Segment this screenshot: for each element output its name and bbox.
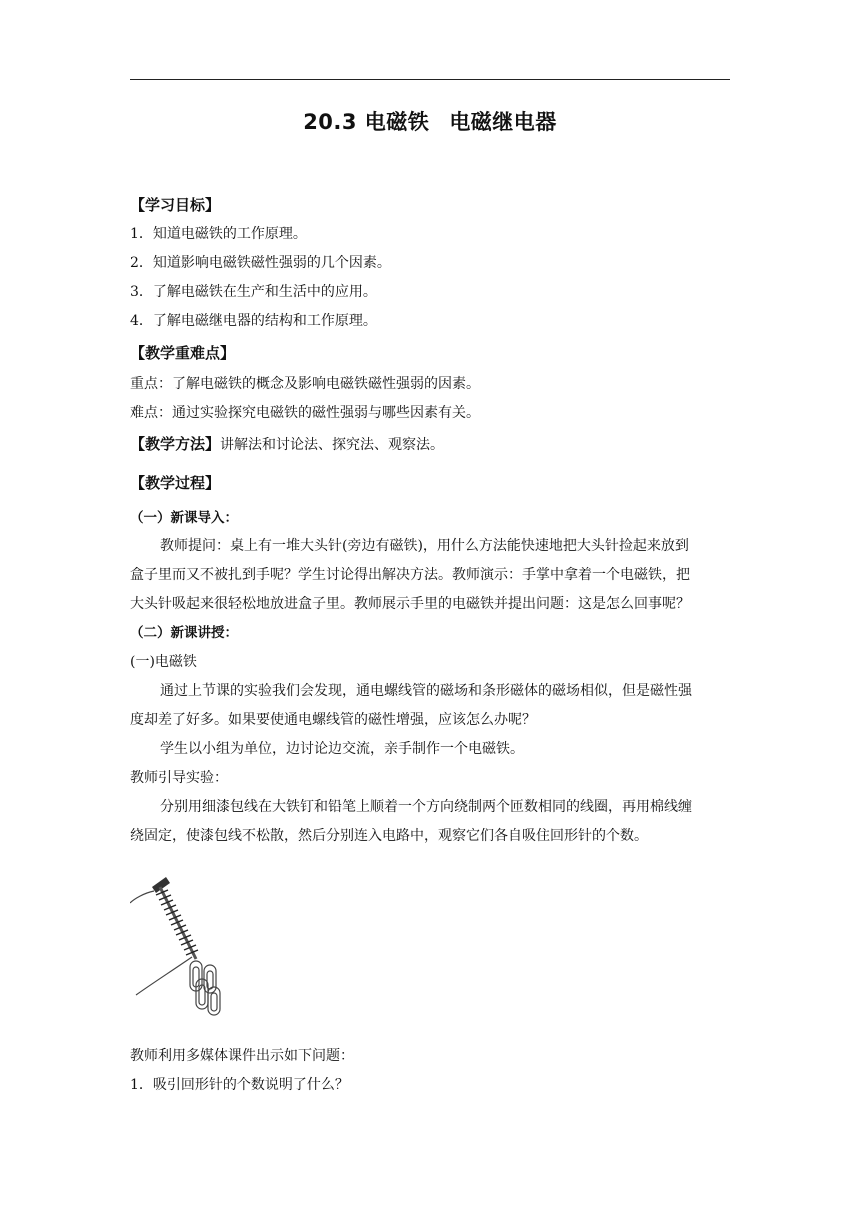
paragraph-line: 通过上节课的实验我们会发现，通电螺线管的磁场和条形磁体的磁场相似，但是磁性强 bbox=[160, 683, 692, 699]
objective-item: 2．知道影响电磁铁磁性强弱的几个因素。 bbox=[130, 255, 391, 271]
methods-heading: 【教学方法】 bbox=[130, 435, 221, 453]
lecture-heading: （二）新课讲授： bbox=[130, 625, 238, 641]
difficult-point: 难点：通过实验探究电磁铁的磁性强弱与哪些因素有关。 bbox=[130, 405, 480, 421]
objectives-heading: 【学习目标】 bbox=[130, 196, 221, 214]
teacher-guide: 教师引导实验： bbox=[130, 770, 228, 786]
intro-line: 教师提问：桌上有一堆大头针(旁边有磁铁)，用什么方法能快速地把大头针捡起来放到 bbox=[160, 538, 689, 554]
intro-line: 大头针吸起来很轻松地放进盒子里。教师展示手里的电磁铁并提出问题：这是怎么回事呢？ bbox=[130, 596, 690, 612]
methods-text: 讲解法和讨论法、探究法、观察法。 bbox=[220, 437, 445, 453]
electromagnet-figure bbox=[130, 857, 238, 1037]
paragraph-line: 绕固定，使漆包线不松散，然后分别连入电路中，观察它们各自吸住回形针的个数。 bbox=[130, 828, 648, 844]
paragraph-line: 学生以小组为单位，边讨论边交流，亲手制作一个电磁铁。 bbox=[160, 741, 524, 757]
key-point: 重点：了解电磁铁的概念及影响电磁铁磁性强弱的因素。 bbox=[130, 376, 480, 392]
page-title bbox=[130, 106, 730, 136]
objective-item: 3．了解电磁铁在生产和生活中的应用。 bbox=[130, 284, 377, 300]
sub-heading: (一)电磁铁 bbox=[130, 654, 197, 670]
title-part-1: 20.3 电磁铁 bbox=[303, 110, 430, 134]
question-item: 1．吸引回形针的个数说明了什么？ bbox=[130, 1077, 349, 1093]
process-heading: 【教学过程】 bbox=[130, 474, 221, 492]
key-points-heading: 【教学重难点】 bbox=[130, 344, 236, 362]
intro-heading: （一）新课导入： bbox=[130, 510, 238, 526]
objective-item: 1．知道电磁铁的工作原理。 bbox=[130, 226, 307, 242]
paragraph-line: 度却差了好多。如果要使通电螺线管的磁性增强，应该怎么办呢？ bbox=[130, 712, 536, 728]
after-figure-line: 教师利用多媒体课件出示如下问题： bbox=[130, 1048, 354, 1064]
intro-line: 盒子里而又不被扎到手呢？学生讨论得出解决方法。教师演示：手掌中拿着一个电磁铁，把 bbox=[130, 567, 690, 583]
objective-item: 4．了解电磁继电器的结构和工作原理。 bbox=[130, 313, 377, 329]
header-rule bbox=[130, 79, 730, 80]
methods-line bbox=[130, 434, 732, 455]
title-part-2: 电磁继电器 bbox=[449, 110, 557, 134]
paragraph-line: 分别用细漆包线在大铁钉和铅笔上顺着一个方向绕制两个匝数相同的线圈，再用棉线缠 bbox=[160, 799, 692, 815]
